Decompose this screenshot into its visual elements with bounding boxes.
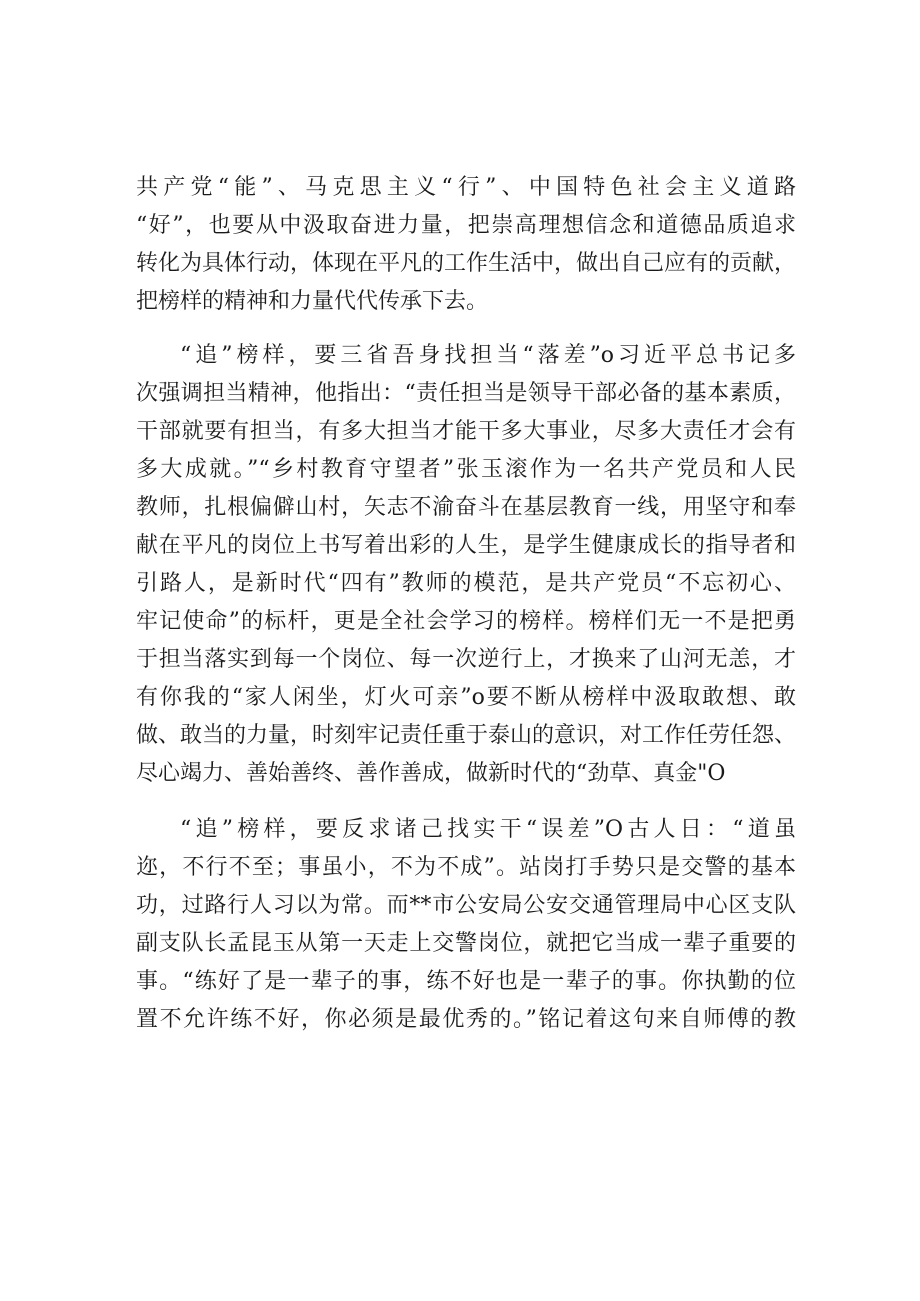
text-line: 做、敢当的力量，时刻牢记责任重于泰山的意识，对工作任劳任怨、 <box>136 723 796 748</box>
text-line: 迩，不行不至；事虽小，不为不成”。站岗打手势只是交警的基本 <box>136 855 796 880</box>
text-line: 共产党“能”、马克思主义“行”、中国特色社会主义道路 <box>136 175 796 200</box>
text-line: 牢记使命”的标杆，更是全社会学习的榜样。榜样们无一不是把勇 <box>136 609 796 634</box>
text-line: 干部就要有担当，有多大担当才能干多大事业，尽多大责任才会有 <box>136 419 796 444</box>
text-line: 转化为具体行动，体现在平凡的工作生活中，做出自己应有的贡献， <box>136 251 796 276</box>
text-line: 有你我的“家人闲坐，灯火可亲”o要不断从榜样中汲取敢想、敢 <box>136 685 796 710</box>
text-line: 于担当落实到每一个岗位、每一次逆行上，才换来了山河无恙，才 <box>136 647 796 672</box>
text-line: “追”榜样，要三省吾身找担当“落差”o习近平总书记多 <box>180 343 796 368</box>
text-line: 事。“练好了是一辈子的事，练不好也是一辈子的事。你执勤的位 <box>136 969 796 994</box>
text-line: “好”，也要从中汲取奋进力量，把崇高理想信念和道德品质追求 <box>136 213 796 238</box>
text-line: 功，过路行人习以为常。而**市公安局公安交通管理局中心区支队 <box>136 893 796 918</box>
text-line: 献在平凡的岗位上书写着出彩的人生，是学生健康成长的指导者和 <box>136 533 796 558</box>
text-line: “追”榜样，要反求诸己找实干“误差”O古人日：“道虽 <box>180 817 796 842</box>
text-line: 把榜样的精神和力量代代传承下去。 <box>136 289 489 314</box>
text-line: 置不允许练不好，你必须是最优秀的。”铭记着这句来自师傅的教 <box>136 1007 796 1032</box>
text-line: 引路人，是新时代“四有”教师的模范，是共产党员“不忘初心、 <box>136 571 796 596</box>
text-line: 副支队长孟昆玉从第一天走上交警岗位，就把它当成一辈子重要的 <box>136 931 796 956</box>
text-line: 多大成就。”“乡村教育守望者”张玉滚作为一名共产党员和人民 <box>136 457 796 482</box>
text-line: 次强调担当精神，他指出：“责任担当是领导干部必备的基本素质， <box>136 381 796 406</box>
text-line: 教师，扎根偏僻山村，矢志不渝奋斗在基层教育一线，用坚守和奉 <box>136 495 796 520</box>
text-line: 尽心竭力、善始善终、善作善成，做新时代的“劲草、真金"O <box>136 761 726 786</box>
